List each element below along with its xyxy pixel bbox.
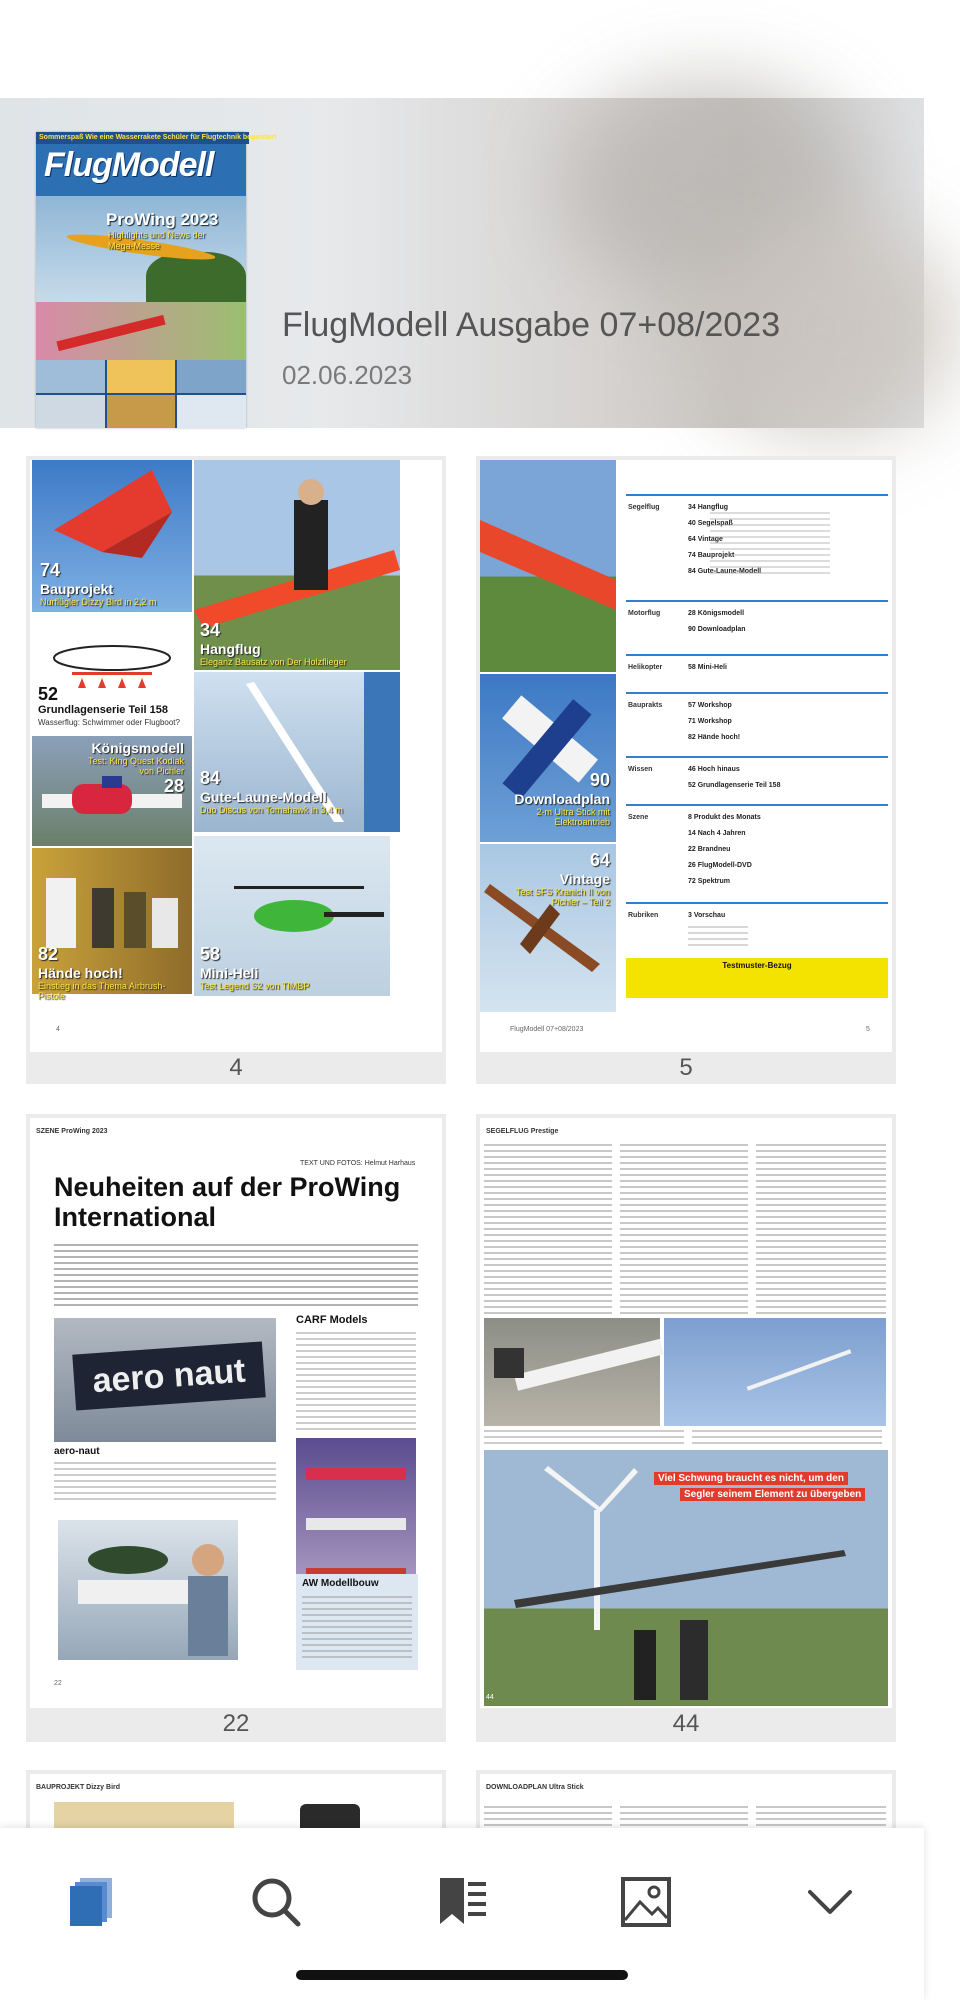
cover-topline: Sommerspaß Wie eine Wasserrakete Schüler für Flugtechnik begeistert (36, 132, 249, 144)
testmuster-bar: Testmuster-Bezug (626, 958, 888, 998)
page-number: 4 (229, 1054, 243, 1081)
page-header: SZENE ProWing 2023 (36, 1128, 108, 1135)
caption-line-1: Viel Schwung braucht es nicht, um den (654, 1472, 848, 1485)
photo-glider-ground (484, 1318, 660, 1426)
page-number: 22 (222, 1710, 250, 1737)
article-headline: Neuheiten auf der ProWing International (54, 1172, 401, 1232)
pages-icon (64, 1874, 120, 1930)
page-thumbnail[interactable] (26, 456, 446, 1084)
photo-flying-wing: 74 Bauprojekt Nurflügler Dizzy Bird in 2,2 m (32, 460, 192, 612)
gallery-icon (618, 1874, 674, 1930)
table-of-contents: Segelflug 34 Hangflug 40 Segelspaß 64 Vintage 74 Bauprojekt 84 Gute-Laune-Modell Motorflug 28 Königsmodell 90 Downloadplan Helikopter 58 Mini-Heli Bauprakts 57 Workshop 71 Workshop 82 Hände hoch! Wissen 46 Hoch hinaus 52 Grundlagenserie Teil 158 Szene 8 Produkt des Monats 14 Nach 4 Jahren 22 Brandneu 26 FlugModell-DVD 72 Spektrum Rubriken 3 Vorschau Testmuster-Bezug (626, 460, 888, 1012)
cover-logo: FlugModell (44, 146, 214, 184)
photo-aw-modelbouw (58, 1520, 238, 1660)
page-footer: 44 (486, 1694, 494, 1701)
cover-blossoms (36, 302, 246, 362)
tab-bookmarks[interactable] (422, 1862, 502, 1942)
byline: TEXT UND FOTOS: Helmut Harhaus (300, 1160, 416, 1167)
search-icon (248, 1874, 304, 1930)
bottom-tab-bar (0, 1828, 924, 2000)
photo-gute-laune: 84 Gute-Laune-Modell Duo Discus von Tomahawk in 3,4 m (194, 672, 400, 832)
page-footer: 4 (56, 1026, 60, 1033)
page-header: BAUPROJEKT Dizzy Bird (36, 1784, 121, 1791)
aw-box: AW Modellbouw (296, 1574, 418, 1670)
page-preview (480, 1118, 892, 1708)
photo-mini-heli: 58 Mini-Heli Test Legend S2 von TIMBP (194, 836, 390, 996)
page-preview (480, 460, 892, 1052)
photo-koenigsmodell: Königsmodell Test: King Quest Kodiak von Pichler 28 (32, 736, 192, 846)
issue-title: FlugModell Ausgabe 07+08/2023 (282, 306, 781, 344)
magazine-cover[interactable] (36, 132, 277, 428)
subhead-carf: CARF Models (296, 1314, 368, 1326)
page-thumbnail[interactable] (476, 1770, 896, 1830)
photo-aero-naut: aero naut (54, 1318, 276, 1442)
photo-hangflug-crop (480, 460, 616, 672)
page-number: 5 (679, 1054, 693, 1081)
page-thumbnail[interactable] (476, 1114, 896, 1742)
page-preview (30, 1774, 442, 1834)
page-thumbnail[interactable] (476, 456, 896, 1084)
photo-glider-sky (664, 1318, 886, 1426)
page-number: 44 (672, 1710, 700, 1737)
page-preview (480, 1774, 892, 1834)
photo-downloadplan: 90 Downloadplan 2-m Ultra Stick mit Elektroantrieb (480, 674, 616, 842)
photo-hangflug: 34 Hangflug Eleganz Bausatz von Der Holzflieger (194, 460, 400, 670)
cover-headline: ProWing 2023 (106, 210, 219, 229)
tab-collapse[interactable] (790, 1862, 870, 1942)
photo-haende-hoch: 82 Hände hoch! Einstieg in das Thema Airbrush-Pistole (32, 848, 192, 994)
home-indicator[interactable] (296, 1970, 628, 1980)
page-header: DOWNLOADPLAN Ultra Stick (486, 1784, 584, 1791)
subhead-aero-naut: aero-naut (54, 1446, 100, 1457)
chevron-down-icon (802, 1874, 858, 1930)
photo-vintage: 64 Vintage Test SFS Kranich II von Pichler – Teil 2 (480, 844, 616, 1012)
caption-line-2: Segler seinem Element zu übergeben (680, 1488, 865, 1501)
issue-date: 02.06.2023 (282, 360, 413, 390)
diagram-seaplane: 52 Grundlagenserie Teil 158 Wasserflug: Schwimmer oder Flugboot? (32, 614, 192, 734)
page-thumbnail[interactable] (26, 1114, 446, 1742)
tab-gallery[interactable] (606, 1862, 686, 1942)
page-thumbnail[interactable] (26, 1770, 446, 1830)
page-footer-left: FlugModell 07+08/2023 (510, 1026, 584, 1033)
tab-pages[interactable] (52, 1862, 132, 1942)
cover-thumbnails (36, 360, 246, 428)
page-preview (30, 1118, 442, 1708)
bookmarks-icon (434, 1874, 490, 1930)
cover-subline: Highlights und News der Mega-Messe (108, 230, 206, 251)
page-header: SEGELFLUG Prestige (486, 1128, 559, 1135)
page-preview (30, 460, 442, 1052)
photo-launch (484, 1450, 888, 1706)
page-footer: 5 (866, 1026, 870, 1033)
tab-search[interactable] (236, 1862, 316, 1942)
issue-header (0, 98, 924, 428)
page-footer: 22 (54, 1680, 62, 1687)
